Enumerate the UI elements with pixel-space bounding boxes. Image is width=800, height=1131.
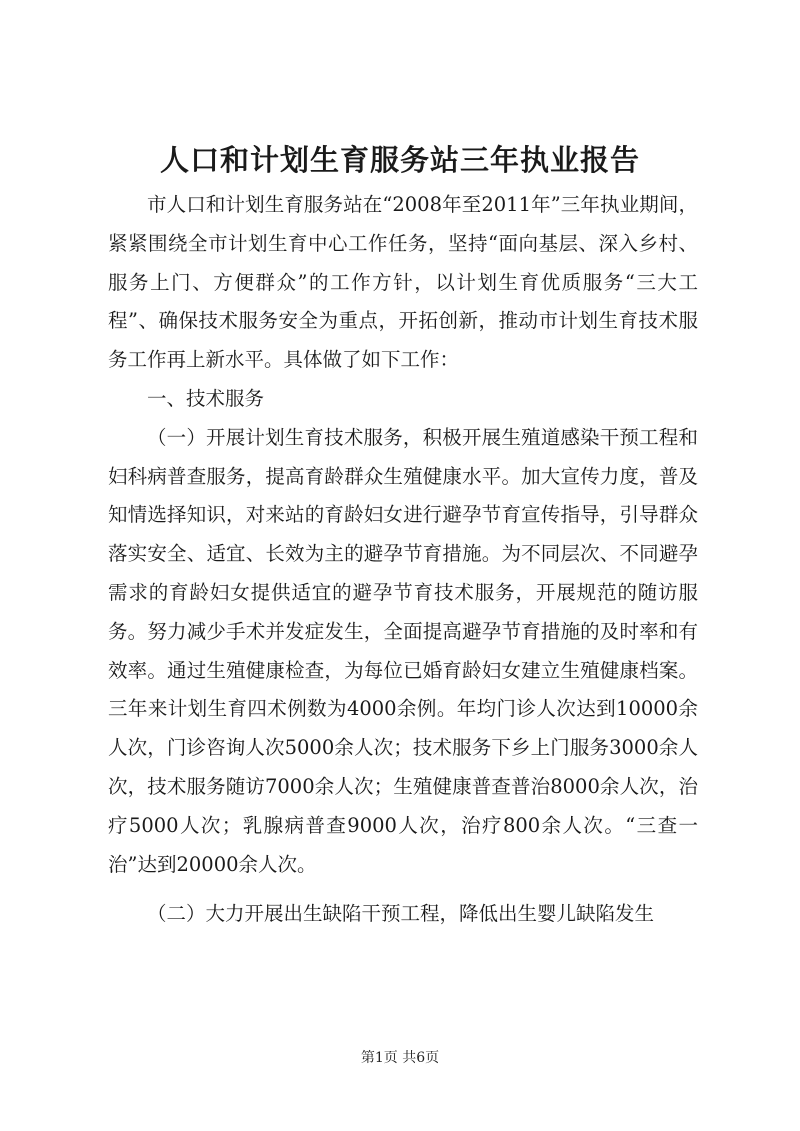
paragraph-subsection-1: （一）开展计划生育技术服务，积极开展生殖道感染干预工程和妇科病普查服务，提高育龄群众生殖健康水平。加大宣传力度，普及知情选择知识，对来站的育龄妇女进行避孕节育宣传指导，引导群众落实安全、适宜、长效为主的避孕节育措施。为不同层次、不同避孕需求的育龄妇女提供适宜的避孕节育技术服务，开展规范的随访服务。努力减少手术并发症发生，全面提高避孕节育措施的及时率和有效率。通过生殖健康检查，为每位已婚育龄妇女建立生殖健康档案。三年来计划生育四术例数为4000余例。年均门诊人次达到10000余人次，门诊咨询人次5000余人次；技术服务下乡上门服务3000余人次，技术服务随访7000余人次；生殖健康普查普治8000余人次，治疗5000人次；乳腺病普查9000人次，治疗800余人次。“三查一治”达到20000余人次。 [108,425,698,876]
paragraph-subsection-2: （二）大力开展出生缺陷干预工程，降低出生婴儿缺陷发生 [147,902,655,926]
paragraph-intro: 市人口和计划生育服务站在“2008年至2011年”三年执业期间，紧紧围绕全市计划生育中心工作任务，坚持“面向基层、深入乡村、服务上门、方便群众”的工作方针，以计划生育优质服务“三大工程”、确保技术服务安全为重点，开拓创新，推动市计划生育技术服务工作再上新水平。具体做了如下工作： [108,193,698,372]
page-number-footer: 第1页 共6页 [360,1050,440,1066]
document-body [108,186,698,934]
document-title: 人口和计划生育服务站三年执业报告 [159,143,640,177]
section-heading-technical-service: 一、技术服务 [147,386,265,410]
